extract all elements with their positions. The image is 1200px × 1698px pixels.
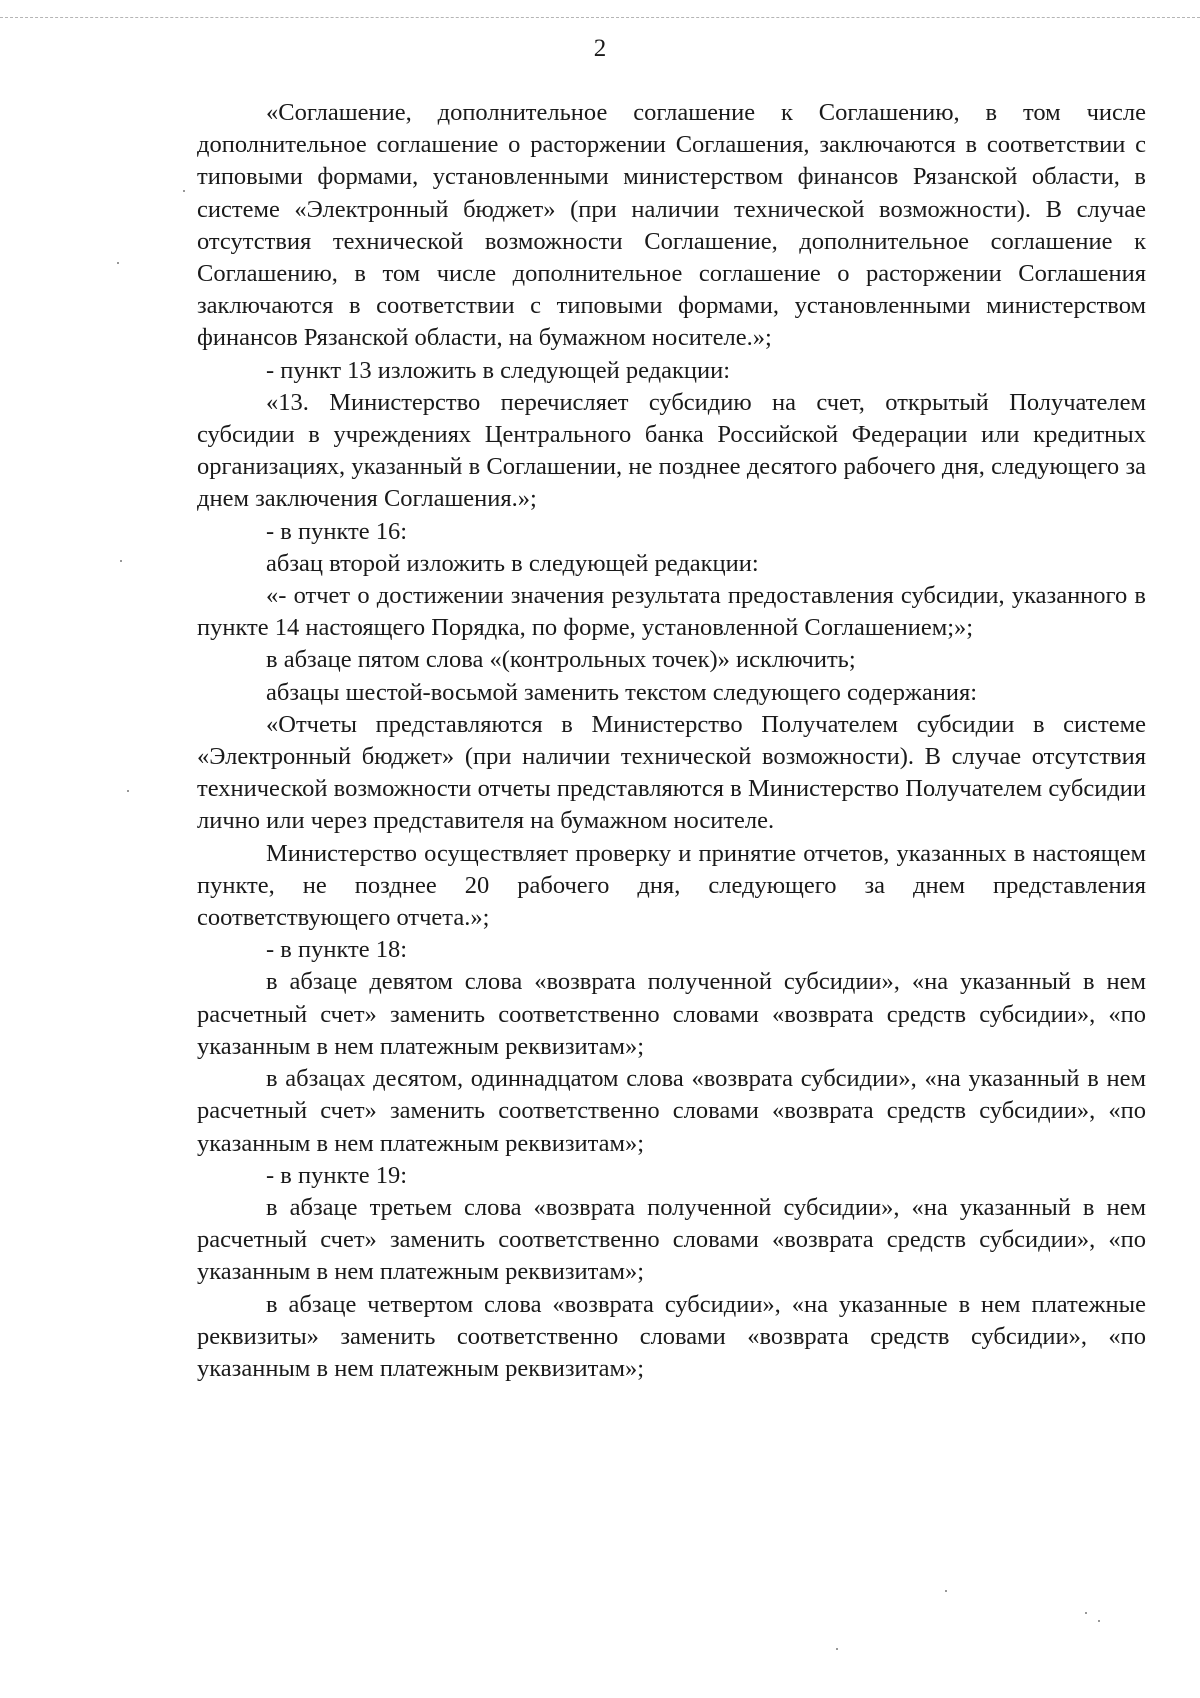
paragraph-item-16-second: абзац второй изложить в следующей редакции:	[266, 549, 759, 577]
paragraph-item-18-tenth-eleventh: в абзацах десятом, одиннадцатом слова «возврата субсидии», «на указанный в нем расчетный счет» заменить соответственно словами «возврата средств субсидии», «по указанным в нем платежным реквизитам»;	[197, 1065, 1146, 1157]
paragraph-item-18-ninth: в абзаце девятом слова «возврата полученной субсидии», «на указанный в нем расчетный счет» заменить соответственно словами «возврата средств субсидии», «по указанным в нем платежным реквизитам»;	[197, 968, 1146, 1060]
document-body	[197, 97, 1146, 1385]
paragraph-agreement-forms: «Соглашение, дополнительное соглашение к Соглашению, в том числе дополнительное соглашение о расторжении Соглашения, заключаются в соответствии с типовыми формами, установленными министерством финансов Рязанской области, в системе «Электронный бюджет» (при наличии технической возможности). В случае отсутствия технической возможности Соглашение, дополнительное соглашение к Соглашению, в том числе дополнительное соглашение о расторжении Соглашения заключаются в соответствии с типовыми формами, установленными министерством финансов Рязанской области, на бумажном носителе.»;	[197, 99, 1146, 352]
paragraph-item-16-fifth: в абзаце пятом слова «(контрольных точек)» исключить;	[266, 646, 856, 674]
scan-speck	[127, 790, 129, 792]
scan-speck	[117, 262, 119, 264]
paragraph-item-19-intro: - в пункте 19:	[266, 1161, 408, 1189]
paragraph-item-16-intro: - в пункте 16:	[266, 517, 408, 545]
paragraph-item-13-text: «13. Министерство перечисляет субсидию на счет, открытый Получателем субсидии в учреждениях Центрального банка Российской Федерации или кредитных организациях, указанный в Соглашении, не позднее десятого рабочего дня, следующего за днем заключения Соглашения.»;	[197, 388, 1146, 513]
paragraph-reports-verification: Министерство осуществляет проверку и принятие отчетов, указанных в настоящем пункте, не позднее 20 рабочего дня, следующего за днем представления соответствующего отчета.»;	[197, 839, 1146, 932]
scan-speck	[183, 190, 185, 192]
paragraph-item-19-fourth: в абзаце четвертом слова «возврата субсидии», «на указанные в нем платежные реквизиты» заменить соответственно словами «возврата средств субсидии», «по указанным в нем платежным реквизитам»;	[197, 1290, 1146, 1382]
paragraph-reports-submission: «Отчеты представляются в Министерство Получателем субсидии в системе «Электронный бюджет» (при наличии технической возможности). В случае отсутствия технической возможности отчеты представляются в Министерство Получателем субсидии лично или через представителя на бумажном носителе.	[197, 710, 1146, 835]
scan-speck	[120, 560, 122, 562]
scan-edge-line	[0, 17, 1200, 20]
paragraph-item-13-intro: - пункт 13 изложить в следующей редакции:	[266, 356, 731, 384]
paragraph-item-16-report: «- отчет о достижении значения результата предоставления субсидии, указанного в пункте 14 настоящего Порядка, по форме, установленной Соглашением;»;	[197, 582, 1146, 642]
page-number: 2	[593, 35, 607, 62]
paragraph-item-19-third: в абзаце третьем слова «возврата полученной субсидии», «на указанный в нем расчетный счет» заменить соответственно словами «возврата средств субсидии», «по указанным в нем платежным реквизитам»;	[197, 1193, 1146, 1286]
scan-speck	[945, 1590, 947, 1592]
scan-speck	[1098, 1620, 1100, 1622]
paragraph-item-18-intro: - в пункте 18:	[266, 936, 408, 964]
scan-speck	[836, 1648, 838, 1650]
paragraph-item-16-sixth-eighth: абзацы шестой-восьмой заменить текстом следующего содержания:	[266, 678, 978, 706]
scan-speck	[1085, 1612, 1087, 1614]
